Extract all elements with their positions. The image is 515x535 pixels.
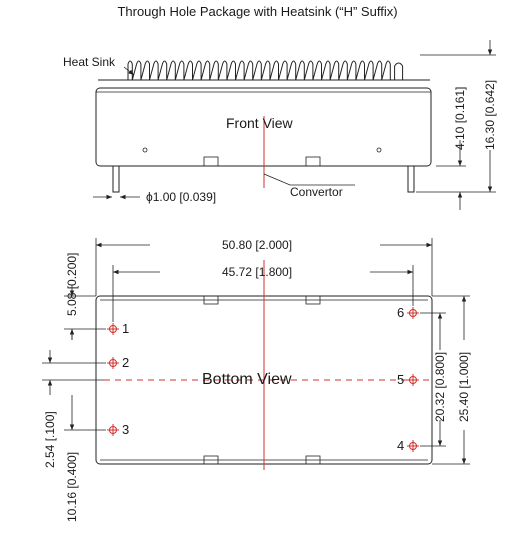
front-view-label: Front View	[226, 115, 293, 131]
pin-length-dimension: 4.10 [0.161]	[453, 86, 467, 150]
heat-sink-label: Heat Sink	[63, 55, 116, 69]
total-height-dimension: 16.30 [0.642]	[483, 79, 497, 150]
body-width-dimension: 25.40 [1.000]	[457, 351, 471, 422]
pin-6	[407, 307, 419, 319]
convertor-label: Convertor	[290, 185, 343, 199]
pin-4	[407, 440, 419, 452]
diagram-title: Through Hole Package with Heatsink (“H” Suffix)	[117, 4, 398, 19]
pin-5	[407, 374, 419, 386]
pin-4-label: 4	[397, 438, 405, 453]
pin-1	[107, 323, 119, 335]
pin-pitch-dimension: 2.54 [.100]	[43, 411, 57, 468]
pin-diameter-dimension: ϕ1.00 [0.039]	[146, 190, 217, 204]
bottom-view-label: Bottom View	[202, 371, 292, 388]
pin-1-3-span-dimension: 10.16 [0.400]	[65, 451, 79, 522]
pin-4-6-span-dimension: 20.32 [0.800]	[433, 351, 447, 422]
body-length-dimension: 50.80 [2.000]	[222, 238, 293, 252]
pin-6-label: 6	[397, 305, 405, 320]
pin-2	[107, 357, 119, 369]
front-pin-left	[113, 166, 119, 192]
pin-3	[107, 424, 119, 436]
front-pin-right	[408, 166, 414, 192]
heatsink-fins	[128, 61, 403, 80]
pin-2-label: 2	[122, 355, 130, 370]
pin-edge-offset-dimension: 5.08 [0.200]	[65, 252, 79, 316]
pin-5-label: 5	[397, 372, 405, 387]
pin-1-label: 1	[122, 321, 130, 336]
pin-row-length-dimension: 45.72 [1.800]	[222, 265, 293, 279]
pin-3-label: 3	[122, 422, 130, 437]
